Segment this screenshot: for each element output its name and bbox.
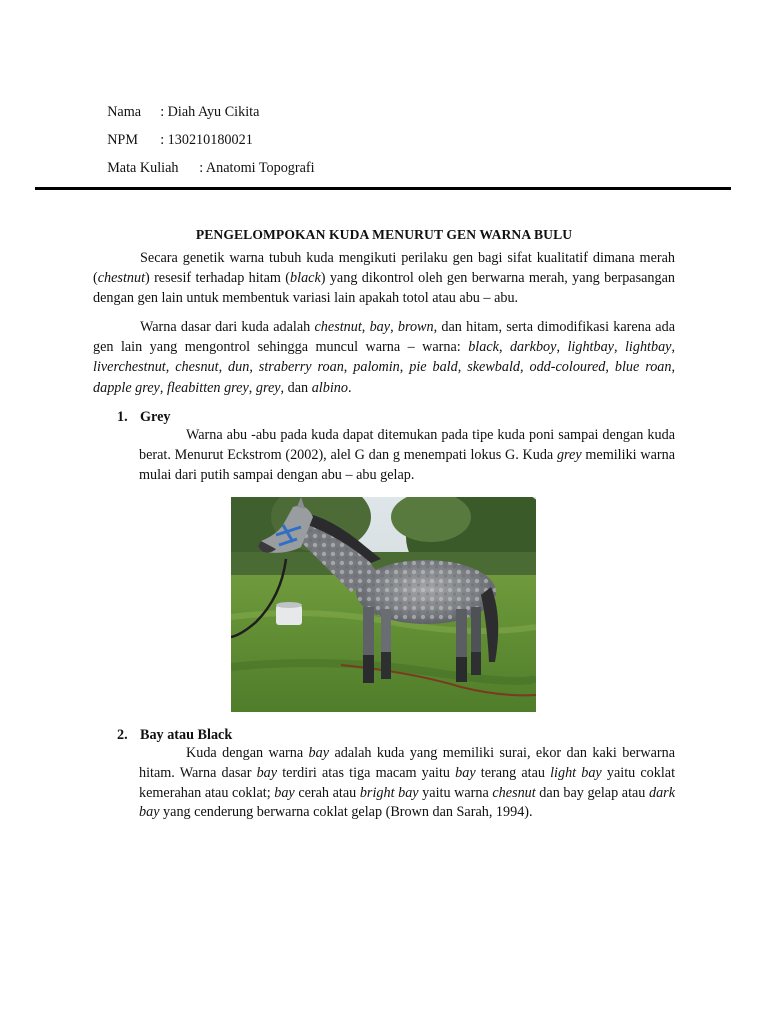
npm-value: : 130210180021 (160, 132, 253, 148)
section-heading-grey (117, 409, 170, 426)
grey-horse-photo (231, 497, 536, 712)
course-label: Mata Kuliah (107, 160, 179, 176)
intro-paragraph-1: Secara genetik warna tubuh kuda mengikuti perilaku gen bagi sifat kualitatif dimana merah (chestnut) resesif terhadap hitam (black) yang dikontrol oleh gen berwarna merah, yang berpasangan dengan gen lain untuk membentuk variasi lain apakah totol atau abu – abu. (93, 250, 675, 307)
section-text-bay: Kuda dengan warna bay adalah kuda yang memiliki surai, ekor dan kaki berwarna hitam. Warna dasar bay terdiri atas tiga macam yaitu bay terang atau light bay yaitu coklat kemerahan atau coklat; bay cerah atau bright bay yaitu warna chesnut dan bay gelap atau dark bay yang cenderung berwarna coklat gelap (Brown dan Sarah, 1994). (139, 745, 676, 821)
section-heading-bay (117, 727, 232, 744)
header-divider (35, 187, 731, 190)
section-number: 1. (117, 409, 128, 425)
section-title: Grey (140, 409, 171, 425)
section-title: Bay atau Black (140, 727, 233, 743)
name-value: : Diah Ayu Cikita (160, 104, 260, 120)
course-row (93, 144, 315, 192)
section-text-grey: Warna abu -abu pada kuda dapat ditemukan pada tipe kuda poni sampai dengan kuda berat. Menurut Eckstrom (2002), alel G dan g menempati lokus G. Kuda grey memiliki warna mulai dari putih sampai dengan abu – abu gelap. (139, 427, 676, 483)
document-title: PENGELOMPOKAN KUDA MENURUT GEN WARNA BULU (195, 227, 573, 242)
intro-paragraph-2: Warna dasar dari kuda adalah chestnut, bay, brown, dan hitam, serta dimodifikasi karena ada gen lain yang mengontrol sehingga muncul warna – warna: black, darkboy, lightbay, lightbay, liverchestnut, chesnut, dun, straberry roan, palomin, pie bald, skewbald, odd-coloured, blue roan, dapple grey, fleabitten grey, grey, dan albino. (93, 319, 676, 396)
npm-label: NPM (107, 132, 138, 148)
name-label: Nama (107, 104, 142, 120)
section-number: 2. (117, 727, 128, 743)
course-value: : Anatomi Topografi (199, 160, 315, 176)
